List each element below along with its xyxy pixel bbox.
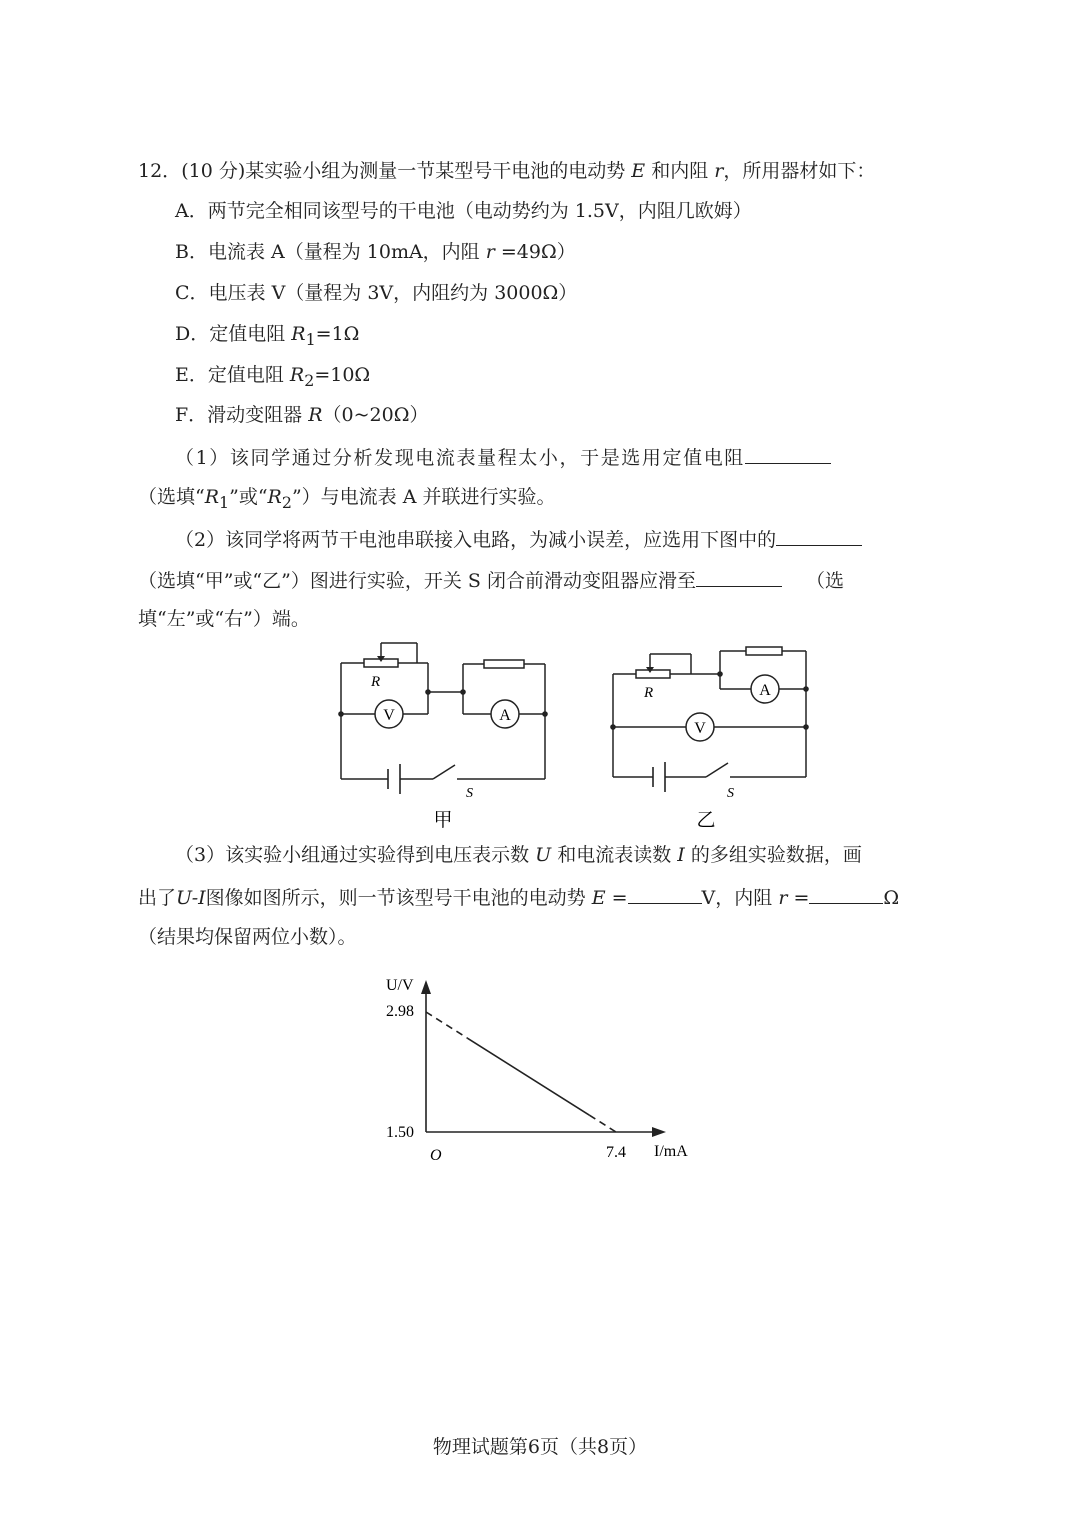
symbol-R: R <box>291 323 306 345</box>
answer-blank[interactable] <box>809 883 883 904</box>
q3-text: 的多组实验数据，画 <box>690 844 862 866</box>
option-text: =10Ω <box>314 364 371 386</box>
q3-text: Ω <box>883 887 900 909</box>
symbol-U: U <box>535 844 552 866</box>
voltmeter-label: V <box>694 720 706 737</box>
q1-line1 <box>175 443 831 471</box>
switch-label: S <box>466 786 473 801</box>
battery-icon <box>653 762 665 792</box>
q3-text: 和电流表读数 <box>557 844 672 866</box>
series-line-dashed-end <box>589 1115 616 1132</box>
fixed-resistor <box>484 660 524 668</box>
x-axis-label: I/mA <box>654 1143 688 1160</box>
q2-line1 <box>175 525 862 553</box>
series-line-solid <box>468 1038 590 1115</box>
rheostat-label: R <box>644 685 654 701</box>
q2-text: （2）该同学将两节干电池串联接入电路，为减小误差，应选用下图中的 <box>175 529 777 551</box>
ammeter-label: A <box>759 682 771 699</box>
option-f <box>175 402 429 428</box>
q3-line1 <box>175 842 862 868</box>
subscript: 1 <box>219 492 230 512</box>
y-tick-label: 1.50 <box>386 1124 414 1141</box>
battery-icon <box>388 764 400 794</box>
option-text: D．定值电阻 <box>175 323 286 345</box>
option-text: B．电流表 A（量程为 10mA，内阻 <box>175 241 480 263</box>
symbol-I: I <box>677 844 685 866</box>
option-d <box>175 321 359 353</box>
answer-blank[interactable] <box>696 566 782 587</box>
subscript: 2 <box>304 370 315 390</box>
q1-text: ”）与电流表 A 并联进行实验。 <box>291 486 556 508</box>
q3-text: 图像如图所示，则一节该型号干电池的电动势 <box>205 887 586 909</box>
circuit-diagram-jia <box>330 636 560 832</box>
question-number: 12． <box>138 160 182 182</box>
subscript: 1 <box>305 329 316 349</box>
option-text: =1Ω <box>315 323 360 345</box>
origin-label: O <box>430 1147 442 1164</box>
subscript: 2 <box>281 492 292 512</box>
symbol-R: R <box>308 404 323 426</box>
answer-blank[interactable] <box>628 883 702 904</box>
stem-text: 某实验小组为测量一节某型号干电池的电动势 <box>245 160 626 182</box>
option-text: （0~20Ω） <box>322 404 429 426</box>
symbol-E: E <box>591 887 606 909</box>
rheostat-resistor <box>636 670 670 678</box>
option-text: =49Ω） <box>500 241 576 263</box>
q3-line3: （结果均保留两位小数）。 <box>138 926 357 948</box>
question-stem <box>138 158 875 184</box>
option-a: A．两节完全相同该型号的干电池（电动势约为 1.5V，内阻几欧姆） <box>175 200 752 222</box>
rheostat-label: R <box>371 674 381 690</box>
question-score: (10 分) <box>181 160 246 182</box>
circuit-diagram-yi <box>600 640 825 832</box>
q3-text: V，内阻 <box>701 887 773 909</box>
circuit-caption: 乙 <box>696 810 716 831</box>
series-line-dashed-start <box>426 1012 468 1038</box>
option-e <box>175 362 370 394</box>
option-text: F．滑动变阻器 <box>175 404 303 426</box>
q2-line2 <box>138 566 844 594</box>
symbol-r: r <box>778 887 788 909</box>
symbol-r: r <box>714 160 724 182</box>
page-footer: 物理试题第6页（共8页） <box>432 1436 648 1458</box>
x-tick-label: 7.4 <box>606 1144 626 1161</box>
x-axis-arrow <box>652 1127 666 1137</box>
q1-text: （1）该同学通过分析发现电流表量程太小，于是选用定值电阻 <box>175 447 745 469</box>
stem-text: ，所用器材如下： <box>723 160 876 182</box>
symbol-UI: U-I <box>176 887 206 909</box>
voltmeter-label: V <box>383 707 395 724</box>
q1-line2 <box>138 484 555 516</box>
symbol-R: R <box>204 486 220 508</box>
circuit-caption: 甲 <box>433 810 453 831</box>
y-tick-label: 2.98 <box>386 1003 414 1020</box>
q2-text: （选 <box>805 570 844 592</box>
stem-text: 和内阻 <box>651 160 709 182</box>
symbol-E: E <box>631 160 646 182</box>
q1-text: ”或“ <box>229 486 268 508</box>
q3-text: 出了 <box>138 887 177 909</box>
option-c: C．电压表 V（量程为 3V，内阻约为 3000Ω） <box>175 282 578 304</box>
symbol-R: R <box>267 486 282 508</box>
ui-chart <box>380 970 710 1170</box>
y-axis-arrow <box>421 980 431 994</box>
y-axis-label: U/V <box>386 977 414 994</box>
answer-blank[interactable] <box>776 525 862 546</box>
q3-text: （3）该实验小组通过实验得到电压表示数 <box>175 844 530 866</box>
answer-blank[interactable] <box>745 443 831 464</box>
q1-text: （选填“ <box>138 486 205 508</box>
q3-line2 <box>138 883 899 911</box>
q3-text: = <box>787 887 810 909</box>
symbol-r: r <box>485 241 495 263</box>
q2-line3: 填“左”或“右”）端。 <box>138 608 310 630</box>
fixed-resistor <box>746 647 782 655</box>
q3-text: = <box>605 887 628 909</box>
switch-label: S <box>727 786 734 801</box>
option-text: E．定值电阻 <box>175 364 284 386</box>
q2-text: （选填“甲”或“乙”）图进行实验，开关 S 闭合前滑动变阻器应滑至 <box>138 570 696 592</box>
option-b <box>175 239 576 265</box>
ammeter-label: A <box>499 707 511 724</box>
symbol-R: R <box>289 364 305 386</box>
